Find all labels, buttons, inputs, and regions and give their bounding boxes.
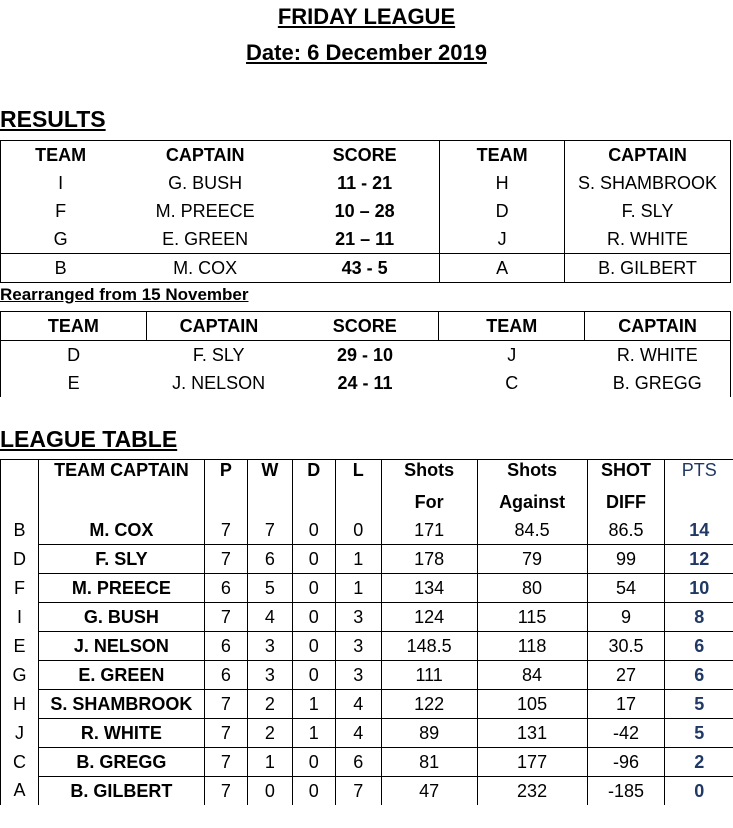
score-cell: 43 - 5 [290, 254, 440, 283]
captain-cell: S. SHAMBROOK [565, 169, 731, 197]
shots-for-cell: 134 [381, 574, 477, 603]
team-letter-cell: A [13, 780, 26, 801]
shots-for-cell: 171 [381, 516, 477, 545]
captain-cell: J. NELSON [38, 632, 204, 661]
drawn-cell: 0 [292, 574, 335, 603]
col-header-captain: CAPTAIN [146, 312, 291, 341]
shots-for-cell: 111 [381, 661, 477, 690]
rearranged-header-row [1, 312, 731, 341]
played-cell: 7 [204, 603, 247, 632]
shot-diff-cell: 27 [587, 661, 665, 690]
table-row [1, 254, 731, 283]
col-header-shots-for: Shots [381, 460, 477, 489]
shot-diff-cell: 99 [587, 545, 665, 574]
won-cell: 6 [247, 545, 292, 574]
captain-cell: M. PREECE [155, 200, 255, 221]
drawn-cell: 0 [292, 545, 335, 574]
played-cell: 6 [204, 574, 247, 603]
table-row [1, 661, 733, 690]
team-cell: C [505, 372, 519, 393]
shots-against-cell: 118 [477, 632, 587, 661]
lost-cell: 1 [335, 545, 381, 574]
shot-diff-cell: 17 [587, 690, 665, 719]
pts-cell: 8 [665, 603, 733, 632]
drawn-cell: 0 [292, 632, 335, 661]
team-letter-cell: H [12, 693, 26, 714]
drawn-cell: 0 [292, 603, 335, 632]
shots-against-cell: 80 [477, 574, 587, 603]
played-cell: 7 [204, 748, 247, 777]
captain-cell: S. SHAMBROOK [38, 690, 204, 719]
captain-cell: R. WHITE [565, 225, 731, 254]
lost-cell: 1 [335, 574, 381, 603]
won-cell: 2 [247, 690, 292, 719]
pts-cell: 14 [665, 516, 733, 545]
table-row [1, 748, 733, 777]
col-header-won: W [247, 460, 292, 489]
won-cell: 7 [247, 516, 292, 545]
col-header-shots-against-2: Against [477, 488, 587, 516]
empty-cell [38, 488, 204, 516]
won-cell: 2 [247, 719, 292, 748]
col-header-team-captain: TEAM CAPTAIN [38, 460, 204, 489]
shots-for-cell: 148.5 [381, 632, 477, 661]
col-header-team: TEAM [439, 312, 585, 341]
team-letter-cell: J [14, 722, 24, 743]
shot-diff-cell: -96 [587, 748, 665, 777]
pts-cell: 6 [665, 632, 733, 661]
table-row [1, 545, 733, 574]
won-cell: 1 [247, 748, 292, 777]
shots-for-cell: 124 [381, 603, 477, 632]
rearranged-heading: Rearranged from 15 November [0, 285, 249, 304]
pts-cell: 0 [665, 777, 733, 806]
won-cell: 0 [247, 777, 292, 806]
table-row [1, 225, 731, 254]
team-cell: D [67, 344, 81, 365]
team-cell: J [507, 344, 517, 365]
shot-diff-cell: -185 [587, 777, 665, 806]
pts-cell: 6 [665, 661, 733, 690]
captain-cell: B. GILBERT [38, 777, 204, 806]
team-cell: I [58, 172, 64, 193]
empty-cell [247, 488, 292, 516]
shot-diff-cell: 30.5 [587, 632, 665, 661]
captain-cell: R. WHITE [616, 344, 698, 365]
captain-cell: M. COX [120, 254, 290, 283]
played-cell: 6 [204, 661, 247, 690]
league-header-row [1, 460, 733, 489]
shots-for-cell: 81 [381, 748, 477, 777]
shots-against-cell: 79 [477, 545, 587, 574]
won-cell: 5 [247, 574, 292, 603]
drawn-cell: 1 [292, 690, 335, 719]
table-row [1, 369, 731, 397]
team-letter-cell: B [13, 519, 26, 540]
drawn-cell: 0 [292, 661, 335, 690]
lost-cell: 3 [335, 632, 381, 661]
played-cell: 7 [204, 777, 247, 806]
captain-cell: B. GILBERT [565, 254, 731, 283]
col-header-shots-for-2: For [381, 488, 477, 516]
team-cell: A [440, 254, 565, 283]
table-row [1, 719, 733, 748]
empty-cell [335, 488, 381, 516]
team-cell: E [67, 372, 80, 393]
team-cell: G [53, 228, 68, 249]
table-row [1, 169, 731, 197]
captain-cell: B. GREGG [612, 372, 702, 393]
shot-diff-cell: 9 [587, 603, 665, 632]
captain-cell: F. SLY [192, 344, 245, 365]
score-cell: 11 - 21 [337, 172, 393, 193]
won-cell: 3 [247, 632, 292, 661]
empty-cell [665, 488, 733, 516]
empty-cell [1, 488, 39, 516]
results-table [0, 140, 731, 283]
col-header-shots-against: Shots [477, 460, 587, 489]
shots-against-cell: 177 [477, 748, 587, 777]
team-letter-cell: F [13, 577, 25, 598]
captain-cell: J. NELSON [172, 372, 266, 393]
team-letter-cell: E [13, 635, 26, 656]
captain-cell: F. SLY [38, 545, 204, 574]
captain-cell: E. GREEN [162, 228, 249, 249]
team-cell: B [1, 254, 121, 283]
col-header-played: P [204, 460, 247, 489]
team-cell: D [440, 197, 565, 225]
team-letter-cell: I [16, 606, 22, 627]
won-cell: 4 [247, 603, 292, 632]
league-table [0, 459, 733, 805]
captain-cell: G. BUSH [38, 603, 204, 632]
captain-cell: R. WHITE [38, 719, 204, 748]
col-header-captain: CAPTAIN [565, 141, 731, 170]
pts-cell: 5 [665, 690, 733, 719]
col-header-score: SCORE [332, 144, 397, 165]
shot-diff-cell: -42 [587, 719, 665, 748]
played-cell: 7 [204, 690, 247, 719]
date-line: Date: 6 December 2019 [246, 40, 487, 65]
captain-cell: B. GREGG [38, 748, 204, 777]
page-title: FRIDAY LEAGUE [277, 4, 456, 29]
col-header-team: TEAM [1, 312, 147, 341]
score-cell: 24 - 11 [337, 372, 393, 393]
results-header-row [1, 141, 731, 170]
played-cell: 7 [204, 545, 247, 574]
table-row [1, 690, 733, 719]
empty-cell [292, 488, 335, 516]
col-header-shot-diff: SHOT [587, 460, 665, 489]
col-header-drawn: D [292, 460, 335, 489]
col-header-pts: PTS [665, 460, 733, 489]
team-letter-header [1, 460, 39, 489]
table-row [1, 516, 733, 545]
col-header-captain: CAPTAIN [165, 144, 245, 165]
team-cell: F [55, 200, 67, 221]
team-cell: H [440, 169, 565, 197]
table-row [1, 574, 733, 603]
table-row [1, 632, 733, 661]
col-header-score: SCORE [291, 312, 439, 341]
drawn-cell: 0 [292, 516, 335, 545]
team-cell: J [440, 225, 565, 254]
pts-cell: 12 [665, 545, 733, 574]
lost-cell: 4 [335, 719, 381, 748]
lost-cell: 0 [335, 516, 381, 545]
lost-cell: 3 [335, 661, 381, 690]
lost-cell: 7 [335, 777, 381, 806]
captain-cell: M. COX [38, 516, 204, 545]
shots-against-cell: 105 [477, 690, 587, 719]
shot-diff-cell: 54 [587, 574, 665, 603]
col-header-team: TEAM [35, 144, 87, 165]
lost-cell: 3 [335, 603, 381, 632]
played-cell: 6 [204, 632, 247, 661]
table-row [1, 777, 733, 806]
shots-against-cell: 232 [477, 777, 587, 806]
pts-cell: 5 [665, 719, 733, 748]
won-cell: 3 [247, 661, 292, 690]
score-cell: 29 - 10 [336, 344, 394, 365]
shots-for-cell: 178 [381, 545, 477, 574]
played-cell: 7 [204, 516, 247, 545]
shot-diff-cell: 86.5 [587, 516, 665, 545]
col-header-team: TEAM [440, 141, 565, 170]
shots-for-cell: 122 [381, 690, 477, 719]
league-header-row-2 [1, 488, 733, 516]
league-table-heading: LEAGUE TABLE [0, 426, 178, 452]
drawn-cell: 1 [292, 719, 335, 748]
pts-cell: 10 [665, 574, 733, 603]
pts-cell: 2 [665, 748, 733, 777]
col-header-shot-diff-2: DIFF [587, 488, 665, 516]
shots-against-cell: 84.5 [477, 516, 587, 545]
drawn-cell: 0 [292, 748, 335, 777]
lost-cell: 6 [335, 748, 381, 777]
drawn-cell: 0 [292, 777, 335, 806]
team-letter-cell: G [12, 664, 27, 685]
empty-cell [204, 488, 247, 516]
lost-cell: 4 [335, 690, 381, 719]
table-row [1, 197, 731, 225]
captain-cell: E. GREEN [38, 661, 204, 690]
shots-against-cell: 84 [477, 661, 587, 690]
rearranged-table [0, 311, 731, 397]
team-letter-cell: C [12, 751, 26, 772]
col-header-captain: CAPTAIN [585, 312, 731, 341]
captain-cell: M. PREECE [38, 574, 204, 603]
table-row [1, 603, 733, 632]
captain-cell: G. BUSH [168, 172, 243, 193]
shots-against-cell: 115 [477, 603, 587, 632]
captain-cell: F. SLY [565, 197, 731, 225]
played-cell: 7 [204, 719, 247, 748]
team-letter-cell: D [12, 548, 26, 569]
table-row [1, 341, 731, 370]
col-header-lost: L [335, 460, 381, 489]
shots-for-cell: 89 [381, 719, 477, 748]
league-table-body [1, 516, 733, 805]
shots-against-cell: 131 [477, 719, 587, 748]
results-heading: RESULTS [0, 106, 106, 132]
score-cell: 21 – 11 [335, 228, 395, 249]
shots-for-cell: 47 [381, 777, 477, 806]
score-cell: 10 – 28 [334, 200, 395, 221]
